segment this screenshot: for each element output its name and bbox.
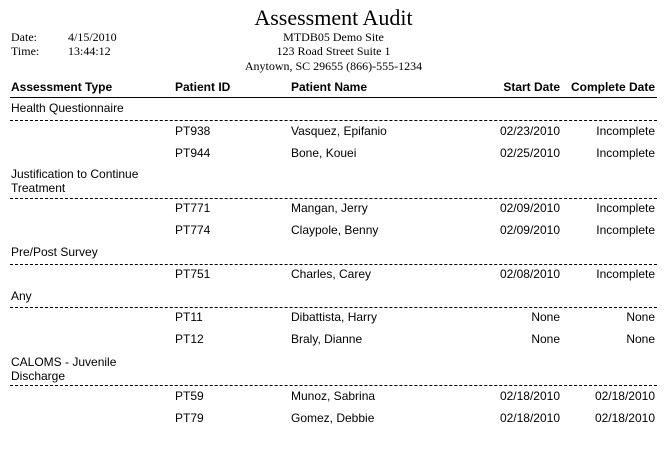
group-divider: [10, 385, 657, 386]
patient-id-cell: PT12: [175, 332, 204, 346]
site-city-phone: Anytown, SC 29655 (866)-555-1234: [244, 59, 423, 73]
complete-date-cell: Incomplete: [596, 267, 655, 281]
date-value: 4/15/2010: [68, 30, 117, 44]
patient-id-cell: PT751: [175, 267, 211, 281]
patient-name-cell: Bone, Kouei: [291, 146, 357, 160]
date-label: Date:: [11, 30, 37, 44]
patient-id-cell: PT79: [175, 411, 204, 425]
patient-name-cell: Claypole, Benny: [291, 223, 379, 237]
patient-name-cell: Vasquez, Epifanio: [291, 124, 387, 138]
patient-name-cell: Charles, Carey: [291, 267, 372, 281]
start-date-cell: 02/25/2010: [499, 146, 560, 160]
complete-date-cell: Incomplete: [596, 124, 655, 138]
patient-id-cell: PT944: [175, 146, 211, 160]
patient-id-cell: PT774: [175, 223, 211, 237]
patient-id-cell: PT11: [175, 310, 203, 324]
complete-date-cell: None: [626, 332, 655, 346]
start-date-cell: None: [531, 332, 560, 346]
header-rule: [10, 97, 657, 98]
start-date-cell: None: [531, 310, 560, 324]
column-header-patient-id: Patient ID: [175, 80, 231, 94]
group-divider: [10, 198, 657, 199]
start-date-cell: 02/23/2010: [499, 124, 560, 138]
start-date-cell: 02/09/2010: [499, 201, 560, 215]
time-value: 13:44:12: [68, 44, 111, 58]
group-label: Any: [11, 289, 32, 303]
complete-date-cell: Incomplete: [596, 146, 655, 160]
column-header-start-date: Start Date: [503, 80, 560, 94]
start-date-cell: 02/18/2010: [499, 411, 560, 425]
complete-date-cell: Incomplete: [596, 223, 655, 237]
group-label: CALOMS - Juvenile Discharge: [11, 355, 117, 383]
patient-id-cell: PT59: [175, 389, 204, 403]
complete-date-cell: 02/18/2010: [594, 389, 655, 403]
group-divider: [10, 307, 657, 308]
complete-date-cell: 02/18/2010: [594, 411, 655, 425]
complete-date-cell: None: [626, 310, 655, 324]
patient-id-cell: PT771: [175, 201, 211, 215]
time-label: Time:: [11, 44, 40, 58]
report-title: Assessment Audit: [254, 5, 413, 30]
group-divider: [10, 264, 657, 265]
patient-name-cell: Gomez, Debbie: [291, 411, 375, 425]
patient-id-cell: PT938: [175, 124, 211, 138]
patient-name-cell: Dibattista, Harry: [291, 310, 378, 324]
group-label: Health Questionnaire: [11, 101, 124, 115]
column-header-patient-name: Patient Name: [291, 80, 368, 94]
group-label: Justification to Continue Treatment: [11, 167, 139, 195]
site-address: 123 Road Street Suite 1: [276, 44, 391, 58]
start-date-cell: 02/18/2010: [499, 389, 560, 403]
group-label: Pre/Post Survey: [11, 245, 98, 259]
start-date-cell: 02/09/2010: [499, 223, 560, 237]
column-header-assessment-type: Assessment Type: [11, 80, 113, 94]
start-date-cell: 02/08/2010: [499, 267, 560, 281]
patient-name-cell: Mangan, Jerry: [291, 201, 368, 215]
group-divider: [10, 120, 657, 121]
complete-date-cell: Incomplete: [596, 201, 655, 215]
column-header-complete-date: Complete Date: [570, 80, 655, 94]
patient-name-cell: Braly, Dianne: [291, 332, 363, 346]
patient-name-cell: Munoz, Sabrina: [291, 389, 376, 403]
site-name: MTDB05 Demo Site: [283, 30, 384, 44]
